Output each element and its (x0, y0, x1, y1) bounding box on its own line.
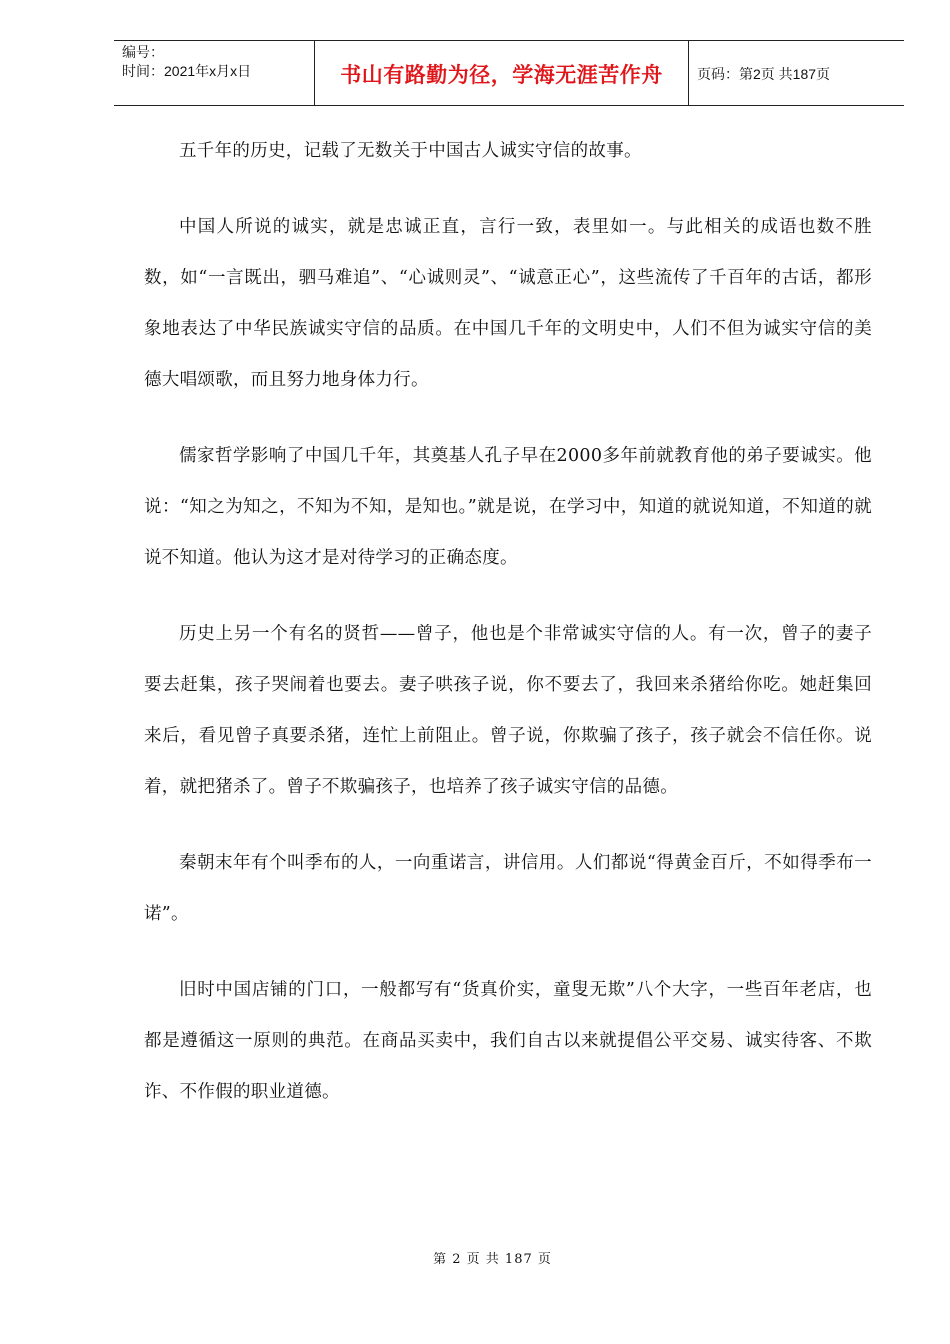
header-meta-cell (114, 41, 315, 106)
paragraph-2: 中国人所说的诚实，就是忠诚正直，言行一致，表里如一。与此相关的成语也数不胜数，如“一言既出，驷马难追”、“心诚则灵”、“诚意正心”，这些流传了千百年的古话，都形象地表达了中华民族诚实守信的品质。在中国几千年的文明史中，人们不但为诚实守信的美德大唱颂歌，而且努力地身体力行。 (144, 217, 872, 390)
header-page-info: 页码：第2页 共187页 (697, 65, 831, 82)
header-motto: 书山有路勤为径，学海无涯苦作舟 (315, 41, 689, 106)
page-number-footer: 第 2 页 共 187 页 (433, 1252, 552, 1267)
paragraph-5: 秦朝末年有个叫季布的人，一向重诺言，讲信用。人们都说“得黄金百斤，不如得季布一诺”。 (144, 853, 872, 924)
document-number-label: 编号： (122, 44, 164, 60)
document-time-label: 时间：2021年x月x日 (122, 63, 252, 79)
paragraph-1: 五千年的历史，记载了无数关于中国古人诚实守信的故事。 (179, 141, 642, 161)
paragraph-4: 历史上另一个有名的贤哲——曾子，他也是个非常诚实守信的人。有一次，曾子的妻子要去赶集，孩子哭闹着也要去。妻子哄孩子说，你不要去了，我回来杀猪给你吃。她赶集回来后，看见曾子真要杀猪，连忙上前阻止。曾子说，你欺骗了孩子，孩子就会不信任你。说着，就把猪杀了。曾子不欺骗孩子，也培养了孩子诚实守信的品德。 (144, 624, 872, 797)
paragraph-6: 旧时中国店铺的门口，一般都写有“货真价实，童叟无欺”八个大字，一些百年老店，也都是遵循这一原则的典范。在商品买卖中，我们自古以来就提倡公平交易、诚实待客、不欺诈、不作假的职业道德。 (144, 980, 872, 1102)
page-header (114, 40, 904, 106)
paragraph-3: 儒家哲学影响了中国几千年，其奠基人孔子早在2000多年前就教育他的弟子要诚实。他说：“知之为知之，不知为不知，是知也。”就是说，在学习中，知道的就说知道，不知道的就说不知道。他认为这才是对待学习的正确态度。 (144, 446, 872, 568)
document-body (144, 126, 872, 1143)
page-footer (0, 1248, 950, 1267)
